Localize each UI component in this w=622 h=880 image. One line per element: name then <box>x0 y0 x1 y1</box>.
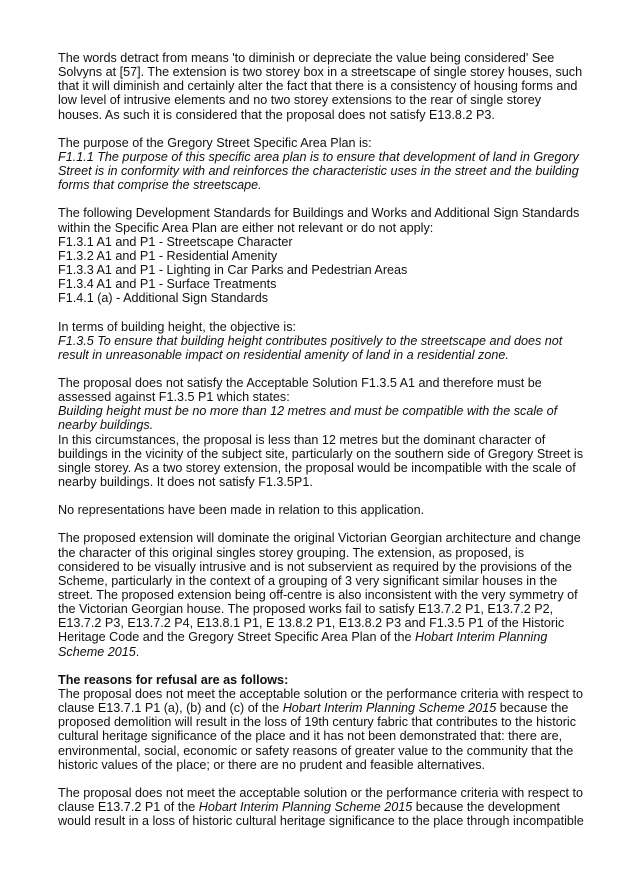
standards-item: F1.3.3 A1 and P1 - Lighting in Car Parks and Pedestrian Areas <box>58 263 408 278</box>
standards-lead: The following Development Standards for Buildings and Works and Additional Sign Standards within the Specific Area Plan are either not relevant or do not apply: <box>58 206 580 235</box>
purpose-lead: The purpose of the Gregory Street Specific Area Plan is: <box>58 135 372 150</box>
standards-item: F1.3.4 A1 and P1 - Surface Treatments <box>58 277 277 292</box>
scheme-name: Hobart Interim Planning Scheme 2015 <box>282 701 497 716</box>
paragraph-representations: No representations have been made in relation to this application. <box>58 503 425 518</box>
height-lead: In terms of building height, the objective is: <box>58 319 297 334</box>
standards-item: F1.3.1 A1 and P1 - Streetscape Character <box>58 234 293 249</box>
reason1-text-b: because the proposed demolition will result in the loss of 19th century fabric that contributes to the historic cultural heritage significance of the place and it has not been demonstrated that: there are, environmental, social, economic or safety reasons of greater value to the community that the historic values of the place; or there are no prudent and feasible alternatives. <box>58 701 577 772</box>
reason-development <box>58 786 588 828</box>
paragraph-purpose <box>58 136 588 193</box>
reasons-heading-text: The reasons for refusal are as follows: <box>58 672 289 687</box>
purpose-quote: F1.1.1 The purpose of this specific area plan is to ensure that development of land in Gregory Street is in conformity with and reinforces the characteristic uses in the street and the building forms that comprise the streetscape. <box>58 149 579 193</box>
reasons-heading <box>58 673 588 687</box>
acceptable-body: In this circumstances, the proposal is less than 12 metres but the dominant character of buildings in the vicinity of the subject site, particularly on the southern side of Gregory Street is single storey. As a two storey extension, the proposal would be incompatible with the scale of nearby buildings. It does not satisfy F1.3.5P1. <box>58 432 584 490</box>
acceptable-quote: Building height must be no more than 12 metres and must be compatible with the scale of nearby buildings. <box>58 404 558 433</box>
height-quote: F1.3.5 To ensure that building height contributes positively to the streetscape and does not result in unreasonable impact on residential amenity of land in a residential zone. <box>58 333 563 362</box>
scheme-name: Hobart Interim Planning Scheme 2015 <box>58 630 548 659</box>
extension-body: The proposed extension will dominate the original Victorian Georgian architecture and change the character of this original singles storey grouping. The extension, as proposed, is considered to be visually intrusive and is not subservient as required by the provisions of the Scheme, particularly in the context of a grouping of 3 very significant similar houses in the street. The proposed extension being off-centre is also inconsistent with the very symmetry of the Victorian Georgian house. The proposed works fail to satisfy E13.7.2 P1, E13.7.2 P2, E13.7.2 P3, E13.7.2 P4, E13.8.1 P1, E 13.8.2 P1, E13.8.2 P3 and F1.3.5 P1 of the Historic Heritage Code and the Gregory Street Specific Area Plan of the <box>58 531 581 645</box>
standards-item: F1.4.1 (a) - Additional Sign Standards <box>58 291 269 306</box>
paragraph-detract: The words detract from means 'to diminish or depreciate the value being considered' See Solvyns at [57]. The extension is two storey box in a streetscape of single storey houses, such that it will diminish and certainly alter the fact that there is a consistency of housing forms and low level of intrusive elements and no two storey extensions to the rear of single storey houses. As such it is considered that the proposal does not satisfy E13.8.2 P3. <box>58 51 583 122</box>
paragraph-extension <box>58 531 588 658</box>
scheme-name: Hobart Interim Planning Scheme 2015 <box>198 800 413 815</box>
standards-item: F1.3.2 A1 and P1 - Residential Amenity <box>58 248 278 263</box>
reason2-text-a: The proposal does not meet the acceptable solution or the performance criteria with respect to clause E13.7.2 P1 of the <box>58 785 584 815</box>
reason1-text-a: The proposal does not meet the acceptable solution or the performance criteria with respect to clause E13.7.1 P1 (a), (b) and (c) of the <box>58 686 584 716</box>
acceptable-lead: The proposal does not satisfy the Acceptable Solution F1.3.5 A1 and therefore must be assessed against F1.3.5 P1 which states: <box>58 375 542 405</box>
reason2-text-b: because the development would result in a loss of historic cultural heritage significance to the place through incompatible <box>58 800 584 829</box>
paragraph-standards <box>58 206 588 305</box>
reason-demolition <box>58 687 588 772</box>
paragraph-acceptable-solution <box>58 376 588 489</box>
paragraph-height-objective <box>58 320 588 362</box>
extension-end: . <box>135 644 140 659</box>
